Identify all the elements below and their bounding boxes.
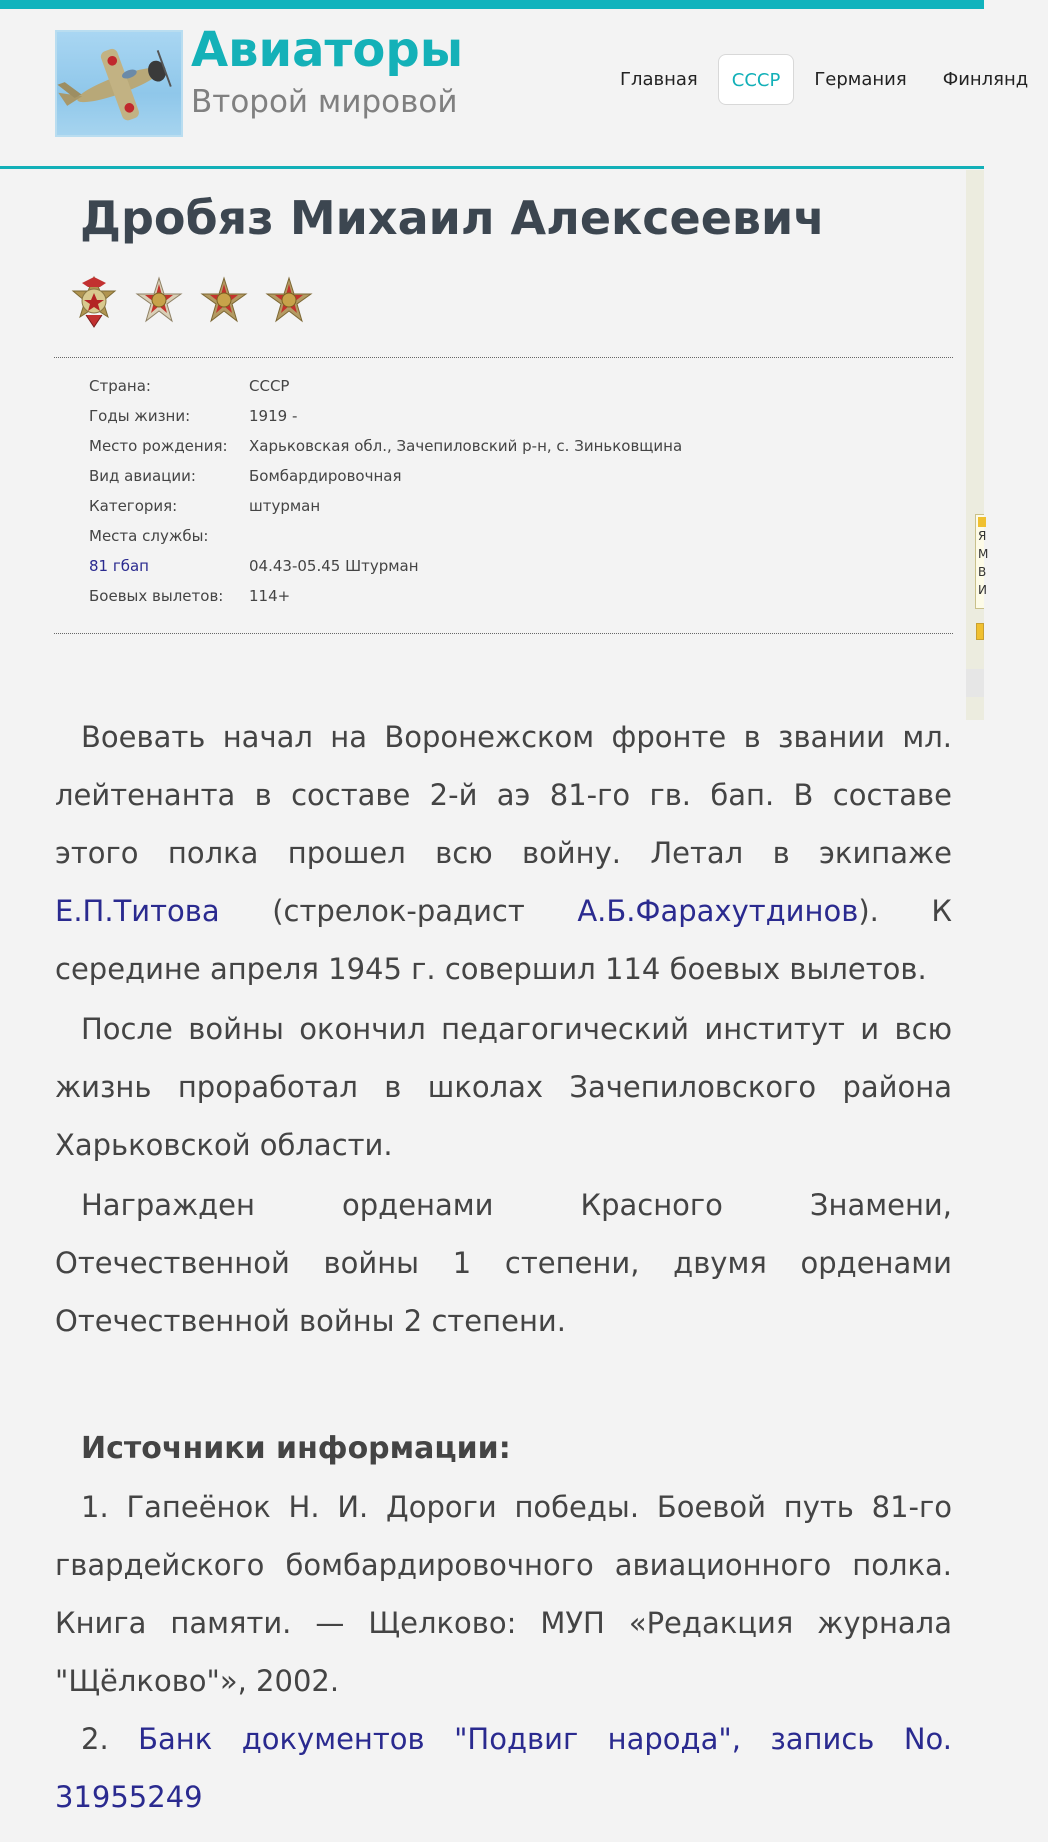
widget-icon bbox=[978, 517, 986, 527]
person-link-farakhutdinov[interactable]: А.Б.Фарахутдинов bbox=[577, 894, 859, 928]
info-table bbox=[89, 371, 682, 611]
info-value: штурман bbox=[249, 497, 321, 515]
bio-text: ). К середине апреля 1945 г. совершил 114 боевых вылетов. bbox=[55, 894, 953, 986]
info-label: Вид авиации: bbox=[89, 467, 196, 485]
site-subtitle: Второй мировой bbox=[191, 84, 458, 120]
info-row bbox=[89, 521, 682, 551]
sources-heading: Источники информации: bbox=[81, 1431, 511, 1466]
nav-item-home[interactable]: Главная bbox=[620, 69, 698, 90]
source-number: 2. bbox=[81, 1722, 139, 1756]
source-item bbox=[55, 1710, 952, 1826]
order-patriotic-war-icon bbox=[200, 275, 248, 329]
info-label: Место рождения: bbox=[89, 437, 228, 455]
info-value: 04.43-05.45 Штурман bbox=[249, 557, 419, 575]
top-accent-bar bbox=[0, 0, 984, 9]
info-value: Харьковская обл., Зачепиловский р-н, с. Зиньковщина bbox=[249, 437, 683, 455]
info-value: 114+ bbox=[249, 587, 291, 605]
bio-paragraph: После войны окончил педагогический институт и всю жизнь проработал в школах Зачепиловского района Харьковской области. bbox=[55, 1012, 952, 1162]
info-row bbox=[89, 461, 682, 491]
sidebar-widget[interactable] bbox=[975, 514, 989, 609]
sidebar-footer bbox=[966, 669, 984, 697]
person-link-titov[interactable]: Е.П.Титова bbox=[55, 894, 220, 928]
divider bbox=[54, 357, 953, 358]
info-row bbox=[89, 551, 682, 581]
order-red-banner-icon bbox=[70, 275, 118, 329]
site-header bbox=[0, 9, 1029, 169]
bio-paragraph bbox=[55, 708, 952, 998]
main-nav bbox=[604, 53, 1048, 106]
info-value: Бомбардировочная bbox=[249, 467, 402, 485]
info-label: Места службы: bbox=[89, 527, 209, 545]
bio-paragraph: Награжден орденами Красного Знамени, Отечественной войны 1 степени, двумя орденами Отечественной войны 2 степени. bbox=[55, 1188, 952, 1338]
fighter-plane-icon[interactable] bbox=[55, 30, 183, 137]
info-label: Годы жизни: bbox=[89, 407, 191, 425]
divider bbox=[54, 633, 953, 634]
bio-text: (стрелок-радист bbox=[219, 894, 578, 928]
info-value: СССР bbox=[249, 377, 290, 395]
info-row bbox=[89, 491, 682, 521]
awards-row bbox=[70, 275, 330, 329]
nav-item-germany[interactable]: Германия bbox=[814, 69, 907, 90]
sidebar-widget-text: Я М В И bbox=[978, 529, 989, 597]
info-label: Страна: bbox=[89, 377, 151, 395]
info-row bbox=[89, 401, 682, 431]
biography bbox=[55, 708, 952, 1350]
order-patriotic-war-icon bbox=[265, 275, 313, 329]
source-link[interactable]: Банк документов "Подвиг народа", запись No. 31955249 bbox=[55, 1722, 953, 1814]
bio-text: Воевать начал на Воронежском фронте в звании мл. лейтенанта в составе 2-й аэ 81-го гв. бап. В составе этого полка прошел всю войну. Летал в экипаже bbox=[55, 720, 952, 870]
sidebar-widget-icon[interactable] bbox=[976, 623, 984, 640]
info-label: Категория: bbox=[89, 497, 178, 515]
info-value: 1919 - bbox=[249, 407, 298, 425]
page-title: Дробяз Михаил Алексеевич bbox=[80, 191, 825, 245]
sources-section bbox=[55, 1420, 952, 1826]
info-label: Боевых вылетов: bbox=[89, 587, 224, 605]
site-title[interactable]: Авиаторы bbox=[191, 22, 464, 78]
info-row bbox=[89, 431, 682, 461]
info-row bbox=[89, 581, 682, 611]
nav-item-finland[interactable]: Финлянд bbox=[942, 69, 1029, 90]
order-patriotic-war-icon bbox=[135, 275, 183, 329]
info-row bbox=[89, 371, 682, 401]
unit-link[interactable]: 81 гбап bbox=[89, 557, 149, 575]
source-item: 1. Гапеёнок Н. И. Дороги победы. Боевой путь 81-го гвардейского бомбардировочного авиационного полка. Книга памяти. — Щелково: МУП «Редакция журнала "Щёлково"», 2002. bbox=[55, 1490, 952, 1698]
nav-item-ussr[interactable]: СССР bbox=[718, 54, 795, 105]
